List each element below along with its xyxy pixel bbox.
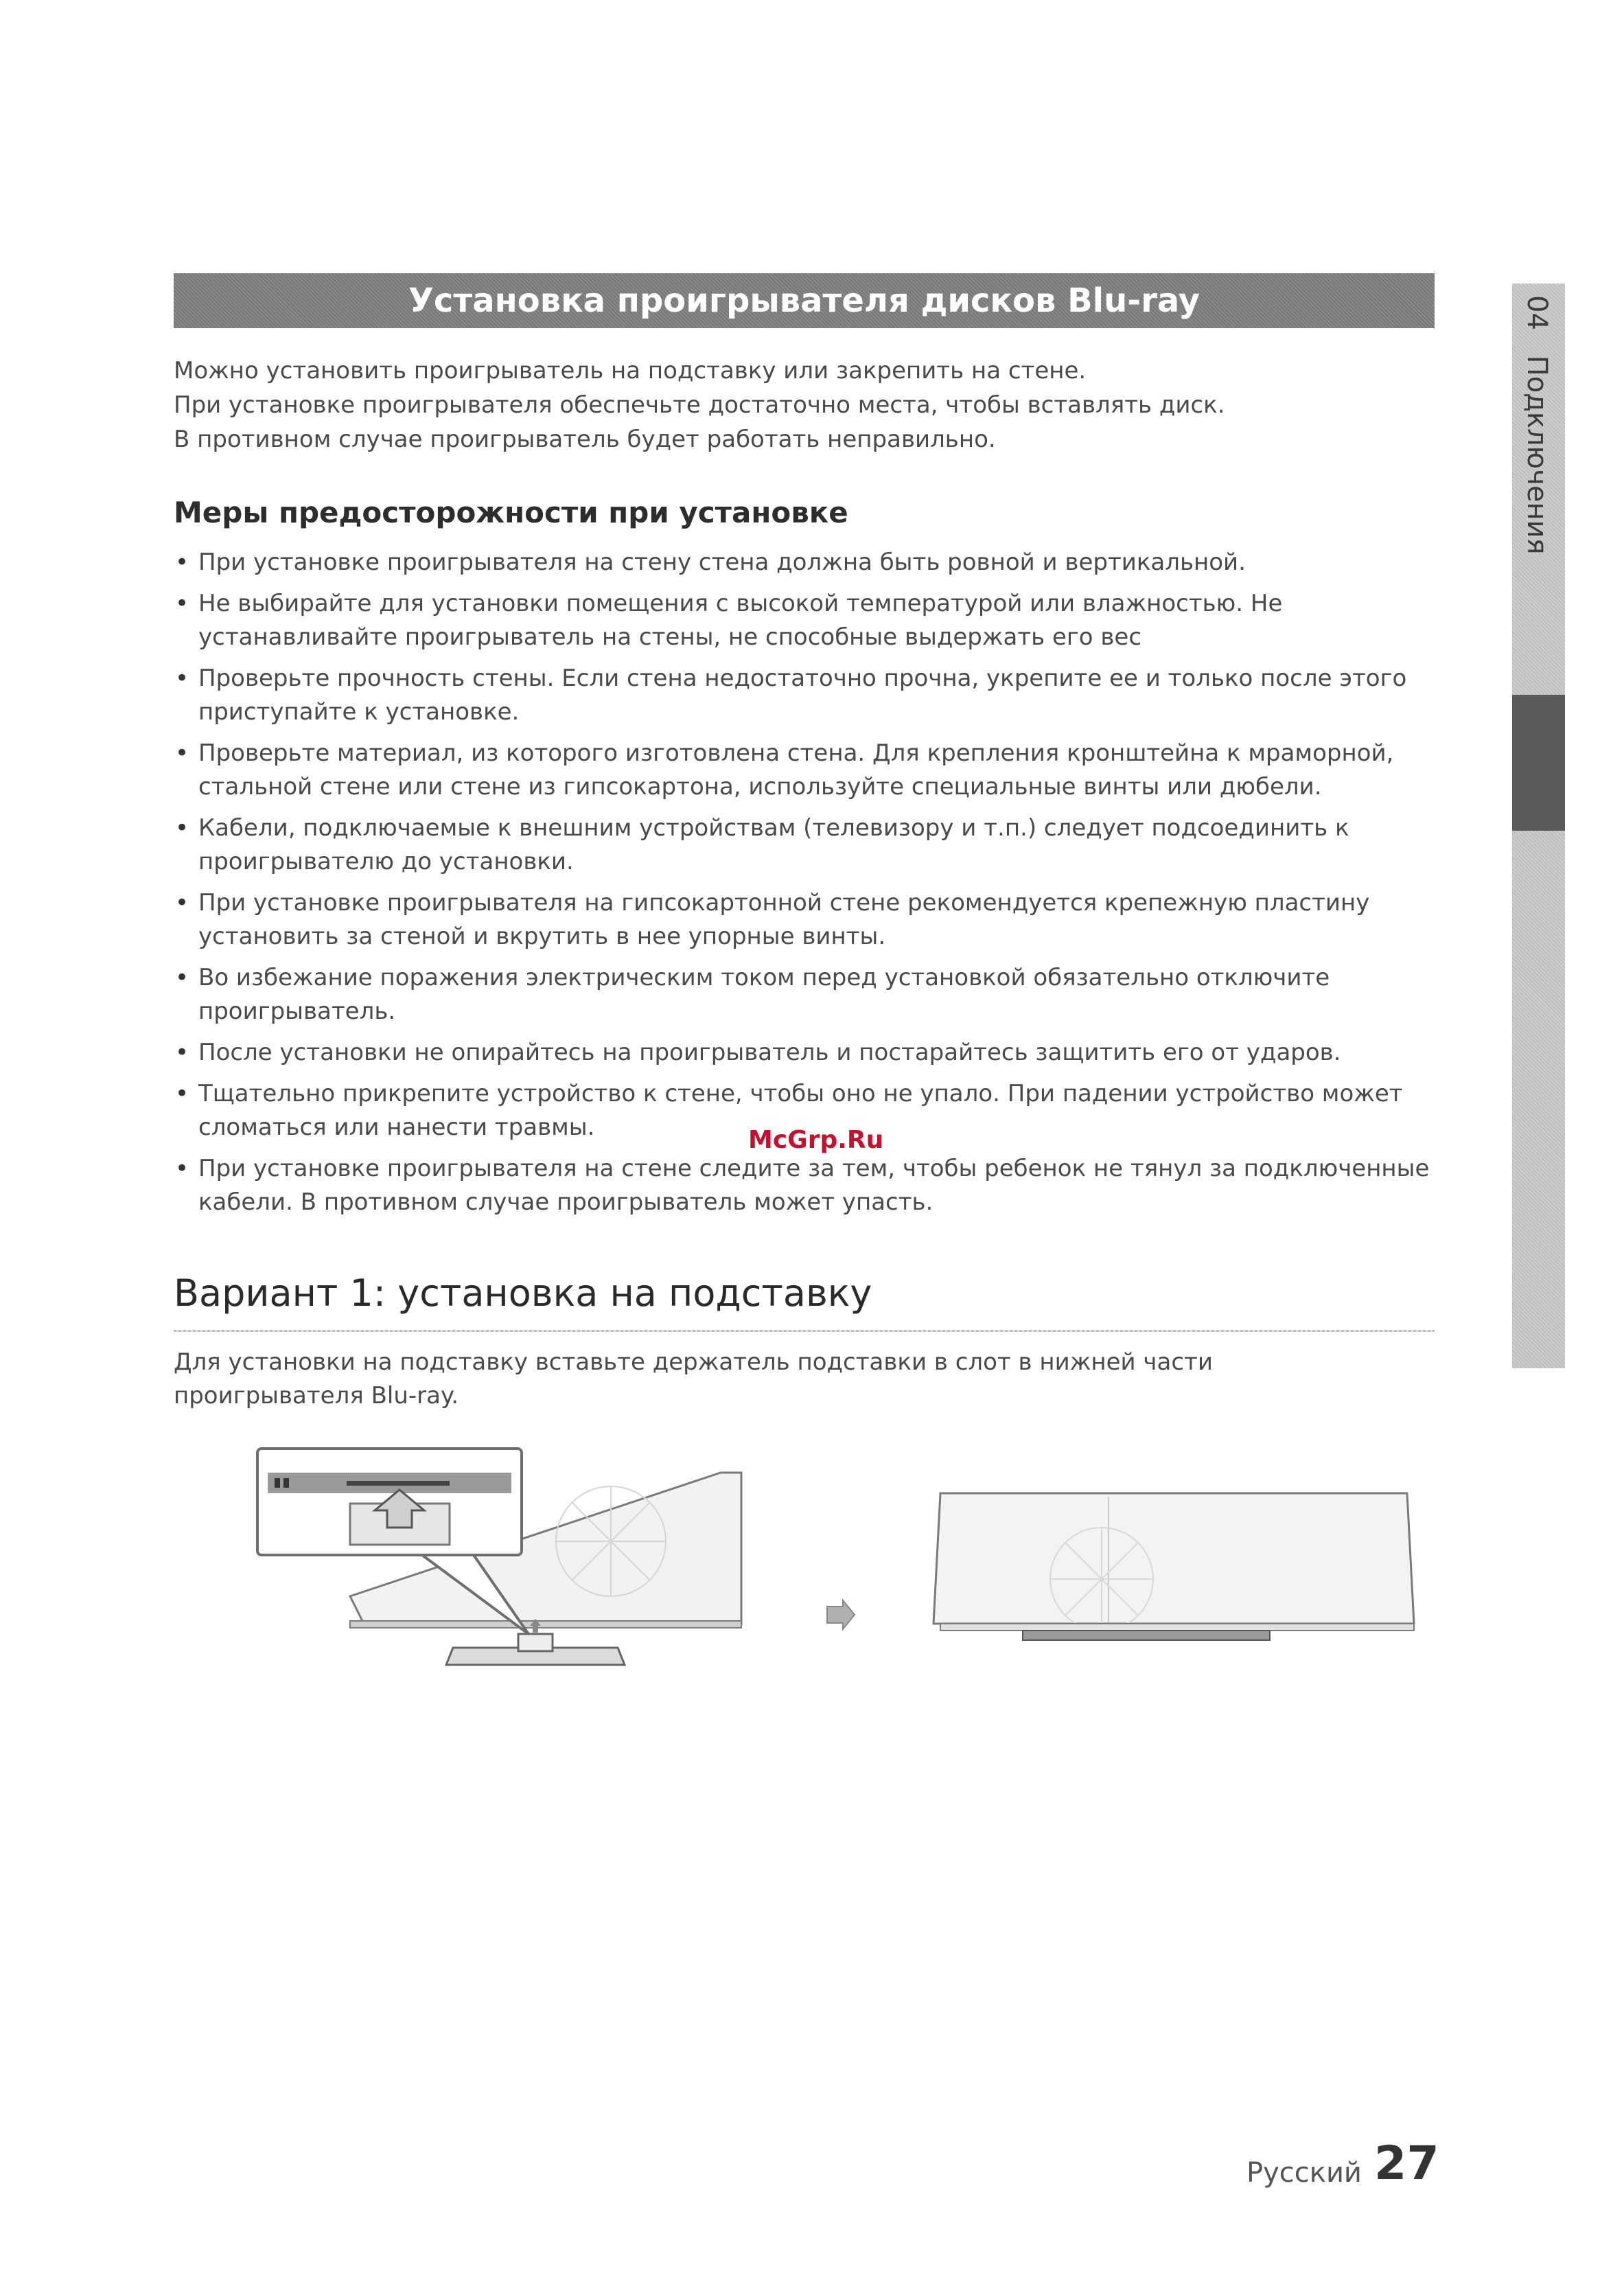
page-number: 27 bbox=[1374, 2137, 1439, 2191]
list-item: • Проверьте прочность стены. Если стена недостаточно прочна, укрепите ее и только после этого приступайте к установке. bbox=[174, 662, 1430, 729]
arrow-right-icon bbox=[827, 1600, 855, 1629]
chapter-number: 04 bbox=[1521, 295, 1553, 330]
watermark: McGrp.Ru bbox=[748, 1126, 884, 1154]
variant-title: Вариант 1: установка на подставку bbox=[174, 1271, 872, 1315]
chapter-tab-marker bbox=[1512, 695, 1565, 831]
list-item: • Во избежание поражения электрическим током перед установкой обязательно отключите проигрыватель. bbox=[174, 961, 1430, 1028]
variant-divider bbox=[174, 1330, 1435, 1332]
stand-installation-illustration bbox=[247, 1438, 1435, 1747]
variant-description: Для установки на подставку вставьте держатель подставки в слот в нижней части проигрывателя Blu-ray. bbox=[174, 1348, 1213, 1409]
list-item: • Кабели, подключаемые к внешним устройствам (телевизору и т.п.) следует подсоединить к проигрывателю до установки. bbox=[174, 811, 1430, 879]
list-item: • Проверьте материал, из которого изготовлена стена. Для крепления кронштейна к мраморной, стальной стене или стене из гипсокартона, используйте специальные винты или дюбели. bbox=[174, 737, 1430, 804]
list-item: • Тщательно прикрепите устройство к стене, чтобы оно не упало. При падении устройство может сломаться или нанести травмы. bbox=[174, 1077, 1430, 1144]
precautions-heading: Меры предосторожности при установке bbox=[174, 496, 848, 529]
list-item: • При установке проигрывателя на стене следите за тем, чтобы ребенок не тянул за подключенные кабели. В противном случае проигрыватель может упасть. bbox=[174, 1152, 1430, 1219]
section-title: Установка проигрывателя дисков Blu-ray bbox=[408, 281, 1200, 320]
chapter-label bbox=[1521, 295, 1553, 555]
intro-line-2: При установке проигрывателя обеспечьте достаточно места, чтобы вставлять диск. bbox=[174, 391, 1225, 419]
intro-line-1: Можно установить проигрыватель на подставку или закрепить на стене. bbox=[174, 357, 1087, 384]
precautions-list bbox=[174, 546, 1430, 1227]
footer-language: Русский bbox=[1246, 2157, 1362, 2189]
player-on-stand-icon bbox=[933, 1493, 1414, 1640]
player-with-stand-icon bbox=[257, 1449, 741, 1665]
chapter-name: Подключения bbox=[1521, 355, 1553, 555]
list-item: • Не выбирайте для установки помещения с высокой температурой или влажностью. Не устанавливайте проигрыватель на стены, не способные выдержать его вес bbox=[174, 587, 1430, 654]
list-item: • При установке проигрывателя на гипсокартонной стене рекомендуется крепежную пластину установить за стеной и вкрутить в нее упорные винты. bbox=[174, 886, 1430, 954]
list-item: • При установке проигрывателя на стену стена должна быть ровной и вертикальной. bbox=[174, 546, 1430, 579]
list-item: • После установки не опирайтесь на проигрыватель и постарайтесь защитить его от ударов. bbox=[174, 1036, 1430, 1070]
intro-line-3: В противном случае проигрыватель будет работать неправильно. bbox=[174, 426, 996, 453]
section-header-banner bbox=[174, 273, 1435, 328]
